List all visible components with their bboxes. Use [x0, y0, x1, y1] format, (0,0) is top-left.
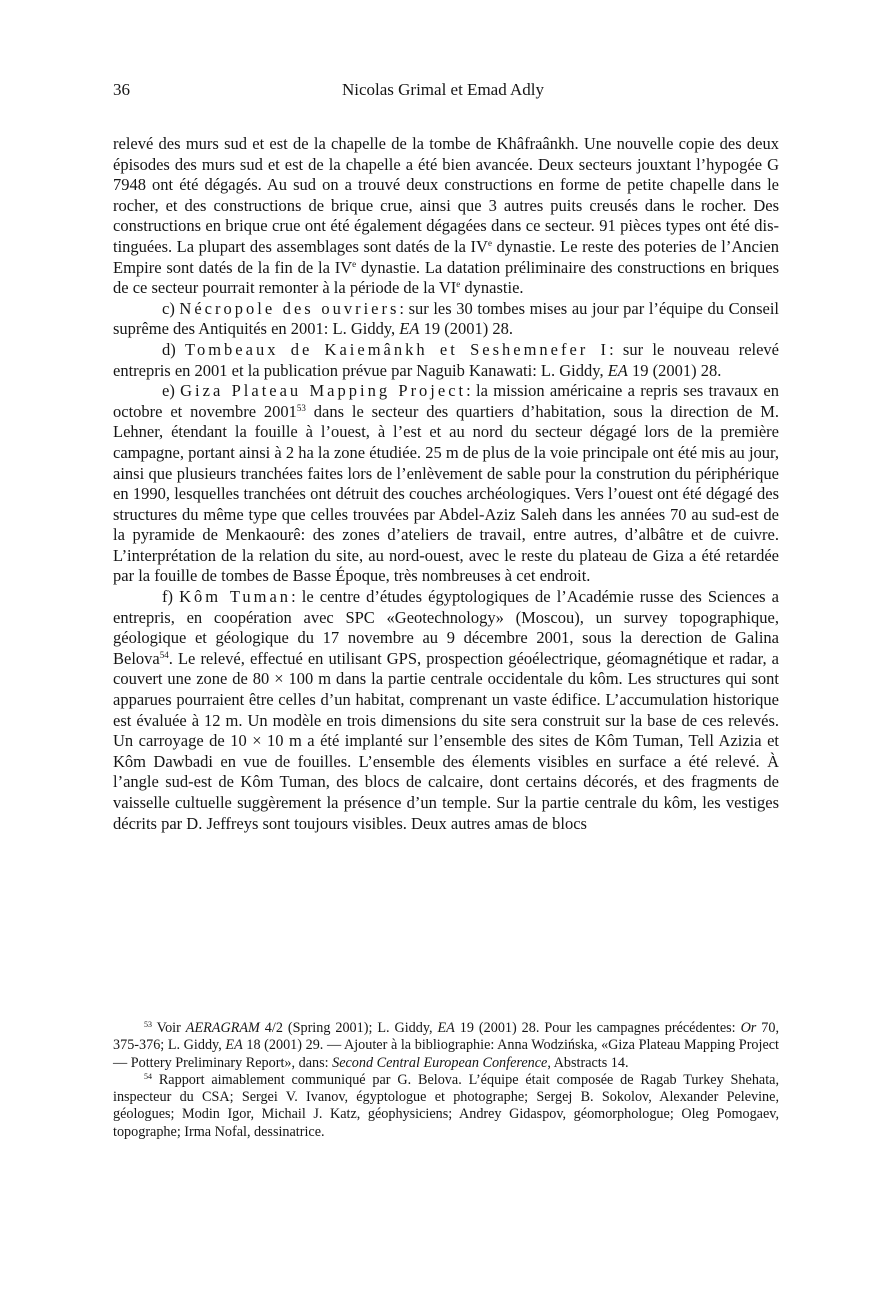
item-label: d) — [162, 339, 186, 359]
text-run: : sur les 30 tombes mises au jour par l’équipe du Conseil suprême des Antiquités en 2001: L. Giddy, — [113, 298, 779, 339]
italic-ref: Or — [740, 1020, 757, 1036]
text-run: : la mission américaine a repris ses travaux en octobre et novembre 2001 — [113, 381, 780, 421]
item-label: c) — [162, 298, 180, 318]
footnote-ref: 54 — [159, 649, 169, 660]
running-head: Nicolas Grimal et Emad Adly — [341, 80, 545, 99]
text-run: Voir — [152, 1020, 186, 1036]
text-run: dynastie. La datation préliminaire des constructions en briques de ce secteur pourrait remonter à la période de la VI — [113, 257, 779, 298]
paragraph-d — [113, 340, 779, 381]
item-title: Nécropole des ouvriers — [179, 298, 400, 318]
italic-ref: EA — [607, 360, 628, 380]
italic-ref: EA — [437, 1020, 455, 1036]
text-run: 19 (2001) 28. — [419, 319, 513, 339]
text-run: 19 (2001) 28. Pour les campagnes précédentes: — [454, 1020, 741, 1036]
superscript: e — [352, 258, 357, 269]
text-run: 18 (2001) 29. — Ajouter à la bibliographie: Anna Wodzińska, «Giza Plateau Mapping Project — Pottery Preliminary Report», dans: — [113, 1037, 779, 1071]
footnote-ref: 53 — [296, 402, 306, 413]
item-title: Kôm Tuman — [179, 587, 292, 607]
text-run: dans le secteur des quartiers d’habitation, sous la direction de M. Lehner, étendant la fouille à l’ouest, à l’est et au nord du secteur dégagé lors de la première campagne, portant ainsi à 2 ha la zone étudiée. 25 m de plus de la voie principale ont été mis au jour, ainsi que plusieurs tranchées faites lors de l’enlèvement de sable pour la constrution du périphérique en 1990, lesquelles tranchées ont détruit des couches archéologiques. Vers l’ouest ont été dégagé des structures du même type que celles trouvées par Abdel-Aziz Saleh dans les années 70 au sud-est de la pyramide de Menkaourê: des zones d’ateliers de travail, entre autres, d’albâtre et de cuivre. L’interprétation de la relation du site, au nord-ouest, avec le reste du plateau de Giza a été retardée par la fouille de tombes de Basse Époque, très nombreuses à cet endroit. — [113, 401, 779, 586]
footnotes — [113, 1020, 779, 1141]
paragraph-intro — [113, 134, 779, 299]
italic-ref: Second Central European Conference — [332, 1054, 548, 1071]
paragraph-f — [113, 587, 779, 834]
italic-ref: EA — [399, 319, 420, 339]
text-run: , Abstracts 14. — [547, 1054, 629, 1071]
text-run: . Le relevé, effectué en utilisant GPS, prospection géoélectrique, géomagnétique et radar, a couvert une zone de 80 × 100 m dans la partie centrale occidentale du kôm. Les structures qui sont apparues pourraient être celles d’un habitat, comprenant un vaste édifice. L’accumulation historique est évaluée à 12 m. Un modèle en trois dimensions du site sera construit sur la base de ces relevés. Un carroyage de 10 × 10 m a été implanté sur l’ensemble des sites de Kôm Tuman, Tell Azizia et Kôm Dawbadi en vue de fouilles. L’ensemble des élements visibles en surface a été relevé. À l’angle sud-est de Kôm Tuman, des blocs de calcaire, dont certains décorés, et des fragments de vaisselle cultuelle suggèrement la présence d’un temple. Sur la partie centrale du kôm, les vestiges décrits par D. Jeffreys sont toujours visibles. Deux autres amas de blocs — [113, 648, 779, 833]
text-run: : le centre d’études égyptologiques de l’Académie russe des Sciences a entrepris, en coopération avec SPC «Geotechnology» (Moscou), un survey topographique, géologique et géologique du 17 novembre au 9 décembre 2001, sous la derection de Galina Belova — [113, 587, 780, 668]
superscript: e — [487, 237, 492, 248]
text-run: 70, 375-376; L. Giddy, — [113, 1020, 780, 1054]
body-text — [113, 134, 779, 834]
text-run: dynastie. Le reste des poteries de l’Ancien Empire sont datés de la fin de la IV — [113, 236, 779, 277]
text-run: 19 (2001) 28. — [627, 360, 722, 380]
page-number: 36 — [113, 80, 130, 99]
text-run: 4/2 (Spring 2001); L. Giddy, — [259, 1020, 438, 1036]
text-run: : sur le nouveau relevé entrepris en 2001 et la publication prévue par Naguib Kanawati: L. Giddy, — [113, 339, 780, 380]
text-run: Rapport aimablement communiqué par G. Belova. L’équipe était composée de Ragab Turkey Shehata, inspecteur du CSA; Sergei V. Ivanov, égyptologue et photographe; Sergej B. Sokolov, Alexander Pelevine, géologues; Modin Igor, Michail J. Katz, géophysiciens; Andrey Gidaspov, géomorphologue; Oleg Pomogaev, topographe; Irma Nofal, dessinatrice. — [113, 1071, 779, 1140]
item-label: e) — [162, 381, 181, 401]
footnote-53 — [113, 1020, 779, 1072]
italic-ref: EA — [225, 1037, 243, 1054]
footnote-number: 53 — [144, 1020, 152, 1029]
item-title: Tombeaux de Kaiemânkh et Seshemnefer I — [185, 339, 610, 359]
item-title: Giza Plateau Mapping Project — [180, 381, 467, 401]
footnote-54 — [113, 1072, 779, 1141]
paragraph-e — [113, 381, 779, 587]
superscript: e — [456, 279, 461, 290]
page-header — [113, 80, 773, 102]
item-label: f) — [162, 587, 180, 607]
footnote-number: 54 — [144, 1071, 152, 1081]
italic-ref: AERAGRAM — [185, 1020, 260, 1036]
paragraph-c — [113, 299, 779, 340]
text-run: dynastie. — [460, 278, 524, 298]
text-run: relevé des murs sud et est de la chapelle de la tombe de Khâfraânkh. Une nouvelle copie des deux épisodes des murs sud et est de la chapelle a été bien avancée. Deux secteurs jouxtant l’hypogée G 7948 ont été dégagés. Au sud on a trouvé deux constructions en forme de petite chapelle dans le rocher, et des constructions de brique crue, ainsi que 3 autres puits creusés dans le rocher. Des constructions en brique crue ont été également dégagées dans ce secteur. 91 pièces types ont été distinguées. La plupart des assemblages sont datés de la IV — [113, 134, 779, 256]
